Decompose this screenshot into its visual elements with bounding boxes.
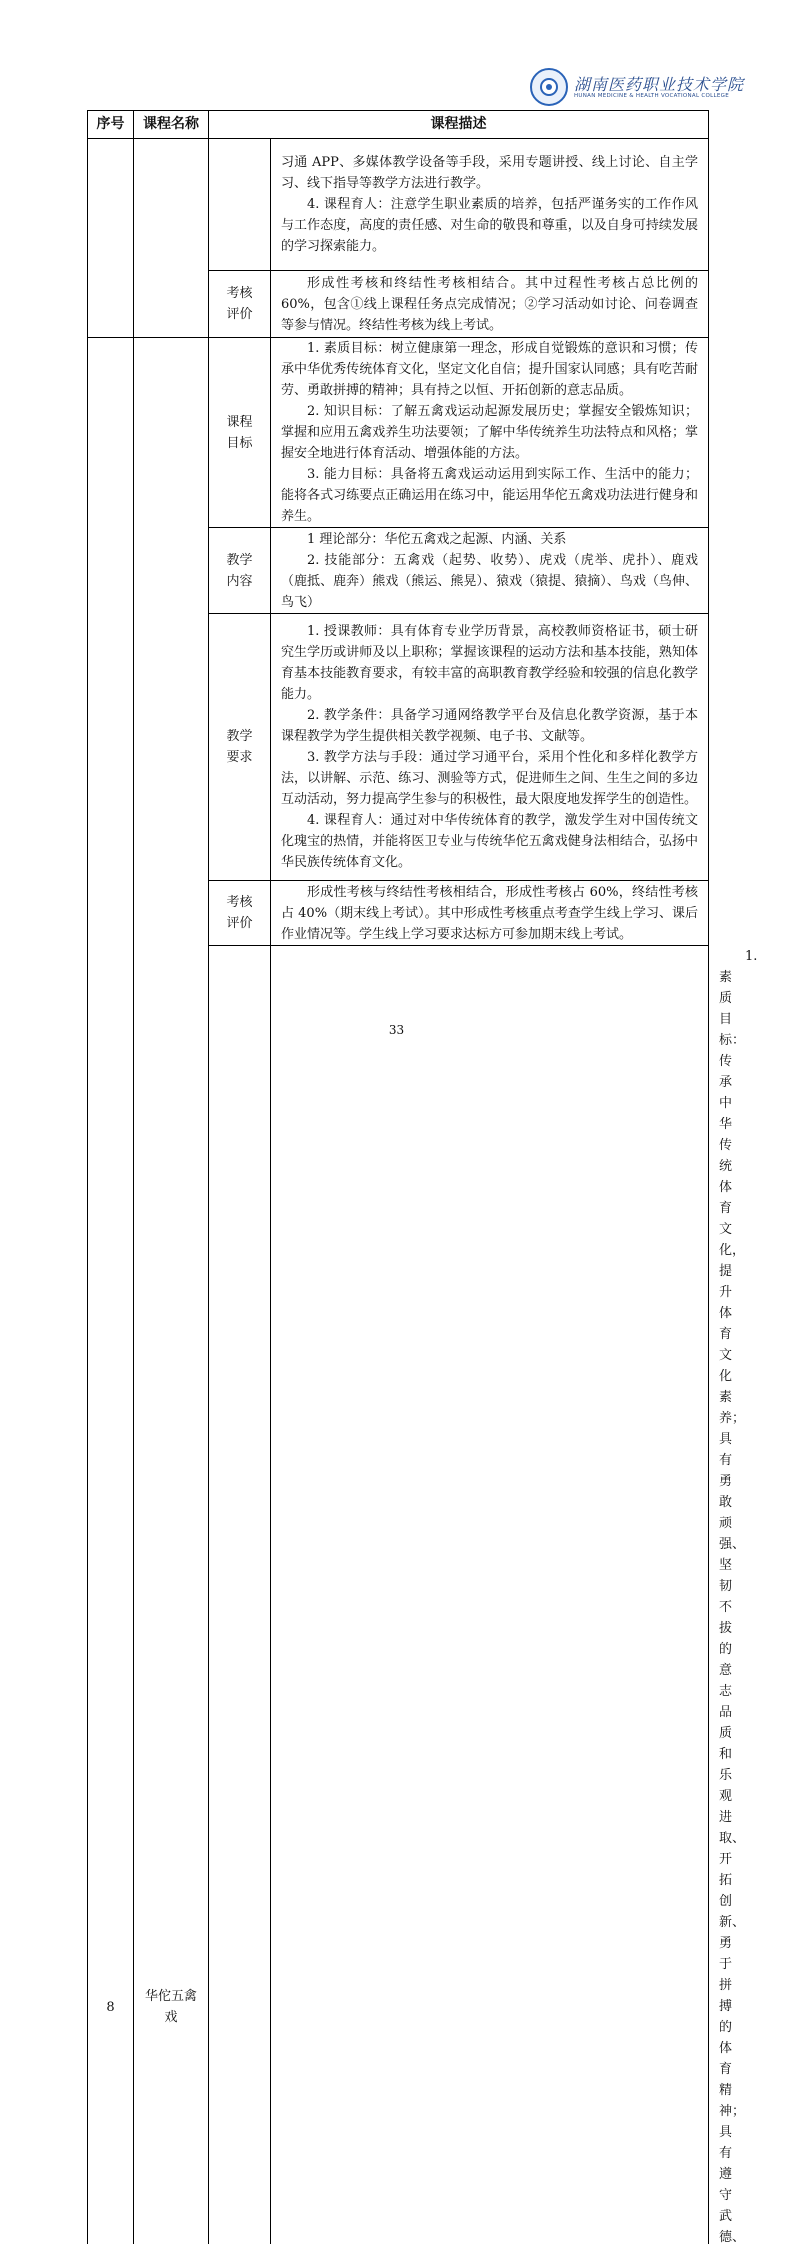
- table-header-row: [88, 111, 709, 139]
- course-no: 8: [88, 338, 134, 2244]
- category-label: 考核评价: [209, 881, 271, 946]
- category-label: 课程目标: [209, 338, 271, 528]
- course-name: [271, 946, 709, 2244]
- school-name-en: HUNAN MEDICINE & HEALTH VOCATIONAL COLLEGE: [574, 93, 729, 99]
- teaching-req-continued: 习通 APP、多媒体教学设备等手段，采用专题讲授、线上讨论、自主学习、线下指导等教学方法进行教学。 4. 课程育人：注意学生职业素质的培养，包括严谨务实的工作作风与工作态度，高度的责任感、对生命的敬畏和尊重，以及自身可持续发展的学习探索能力。: [271, 139, 709, 271]
- page-number: 33: [0, 1023, 793, 1037]
- header-no: 序号: [88, 111, 134, 139]
- course-no: [209, 946, 271, 2244]
- course-name: 华佗五禽戏: [134, 338, 209, 2244]
- table-row: [88, 139, 709, 271]
- category-label: 考核评价: [209, 271, 271, 338]
- teaching-requirements: 1. 授课教师：具有体育专业学历背景，高校教师资格证书，硕士研究生学历或讲师及以上职称；掌握该课程的运动方法和基本技能，熟知体育基本技能教育要求，有较丰富的高职教育教学经验和较强的信息化教学能力。 2. 教学条件：具备学习通网络教学平台及信息化教学资源，基于本课程教学为学生提供相关教学视频、电子书、文献等。 3. 教学方法与手段：通过学习通平台，采用个性化和多样化教学方法，以讲解、示范、练习、测验等方式，促进师生之间、生生之间的多边互动活动，努力提高学生参与的积极性，最大限度地发挥学生的创造性。 4. 课程育人：通过对中华传统体育的教学，激发学生对中国传统文化瑰宝的热情，并能将医卫专业与传统华佗五禽戏健身法相结合，弘扬中华民族传统体育文化。: [271, 614, 709, 881]
- assessment-text: 形成性考核和终结性考核相结合。其中过程性考核占总比例的 60%，包含①线上课程任务点完成情况；②学习活动如讨论、问卷调查等参与情况。终结性考核为线上考试。: [271, 271, 709, 338]
- table-row: [88, 338, 709, 528]
- school-logo: [530, 68, 710, 108]
- category-label: 教学要求: [209, 614, 271, 881]
- course-table: [87, 110, 709, 2244]
- category-label: 教学内容: [209, 528, 271, 614]
- course-goals: 1. 素质目标：树立健康第一理念，形成自觉锻炼的意识和习惯；传承中华优秀传统体育文化，坚定文化自信；提升国家认同感；具有吃苦耐劳、勇敢拼搏的精神；具有持之以恒、开拓创新的意志品质。 2. 知识目标：了解五禽戏运动起源发展历史；掌握安全锻炼知识；掌握和应用五禽戏养生功法要领；了解中华传统养生功法特点和风格；掌握安全地进行体育活动、增强体能的方法。 3. 能力目标：具备将五禽戏运动运用到实际工作、生活中的能力；能将各式习练要点正确运用在练习中，能运用华佗五禽戏功法进行健身和养生。: [271, 338, 709, 528]
- assessment-text: 形成性考核与终结性考核相结合，形成性考核占 60%，终结性考核占 40%（期末线上考试）。其中形成性考核重点考查学生线上学习、课后作业情况等。学生线上学习要求达标方可参加期末线上考试。: [271, 881, 709, 946]
- table-row: 1. 素质目标：传承中华传统体育文化，提升体育文化素养；具有勇敢顽强、坚韧不拔的意志品质和乐观进取、开拓创新、勇于拼搏的体育精神；具有遵守武德、: [88, 946, 709, 2244]
- teaching-content: 1 理论部分：华佗五禽戏之起源、内涵、关系 2. 技能部分：五禽戏（起势、收势）、虎戏（虎举、虎扑）、鹿戏（鹿抵、鹿奔）熊戏（熊运、熊晃）、猿戏（猿提、猿摘）、鸟戏（鸟伸、鸟飞）: [271, 528, 709, 614]
- school-emblem-icon: [530, 68, 568, 106]
- header-course-desc: 课程描述: [209, 111, 709, 139]
- header-course-name: 课程名称: [134, 111, 209, 139]
- school-name: 湖南医药职业技术学院: [574, 72, 744, 95]
